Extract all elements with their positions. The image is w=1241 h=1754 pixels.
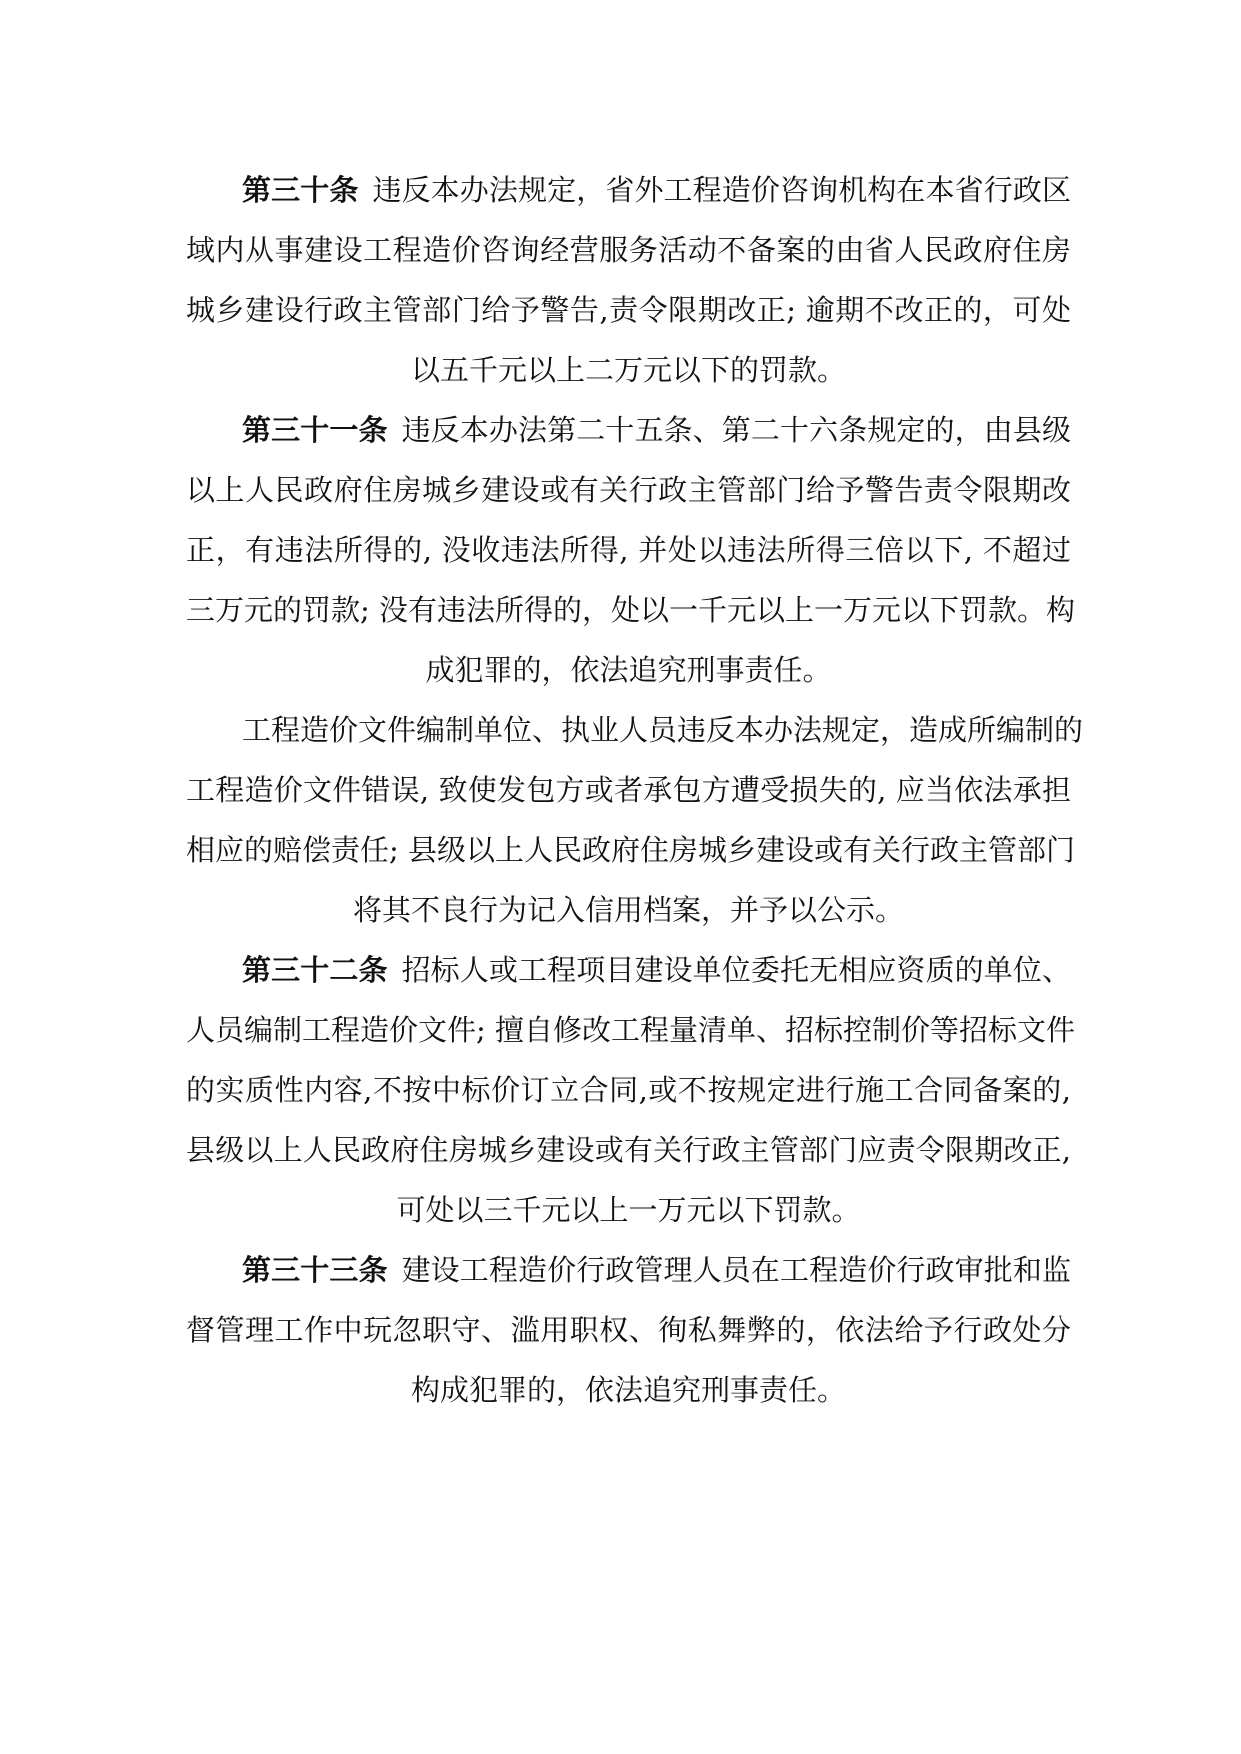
- text-line: [186, 400, 1071, 460]
- paragraph-article-33: [186, 1240, 1071, 1420]
- line-text: 构成犯罪的，依法追究刑事责任。: [410, 1373, 846, 1407]
- text-line: [186, 220, 1071, 280]
- text-line: [186, 160, 1071, 220]
- paragraph-article-31-para-2: [186, 700, 1084, 940]
- text-line: [186, 1360, 1071, 1420]
- line-text: 招标人或工程项目建设单位委托无相应资质的单位、: [401, 953, 1071, 987]
- line-text: 工程造价文件错误, 致使发包方或者承包方遭受损失的, 应当依法承担: [186, 773, 1071, 807]
- text-line: [186, 1060, 1071, 1120]
- text-line: [186, 820, 1075, 880]
- line-text: 人员编制工程造价文件; 擅自修改工程量清单、招标控制价等招标文件: [186, 1013, 1075, 1047]
- document-body: [186, 160, 1084, 1420]
- text-line: [186, 460, 1071, 520]
- line-text: 正，有违法所得的, 没收违法所得, 并处以违法所得三倍以下, 不超过: [186, 533, 1071, 567]
- text-line: [186, 580, 1075, 640]
- text-line: [186, 1300, 1071, 1360]
- text-line: [186, 1240, 1071, 1300]
- article-title: 第三十条: [242, 173, 359, 207]
- article-title: 第三十一条: [242, 413, 388, 447]
- line-text: 域内从事建设工程造价咨询经营服务活动不备案的由省人民政府住房: [186, 233, 1071, 267]
- paragraph-article-31: [186, 400, 1075, 700]
- line-text: 将其不良行为记入信用档案，并予以公示。: [352, 893, 904, 927]
- text-line: [186, 940, 1071, 1000]
- text-line: [186, 640, 1071, 700]
- line-text: 工程造价文件编制单位、执业人员违反本办法规定，造成所编制的: [242, 713, 1084, 747]
- article-title: 第三十二条: [242, 953, 388, 987]
- line-text: 成犯罪的，依法追究刑事责任。: [425, 653, 832, 687]
- line-text: 相应的赔偿责任; 县级以上人民政府住房城乡建设或有关行政主管部门: [186, 833, 1075, 867]
- text-line: [186, 760, 1071, 820]
- text-line: [186, 1000, 1075, 1060]
- line-text: 的实质性内容,不按中标价订立合同,或不按规定进行施工合同备案的,: [186, 1073, 1071, 1107]
- text-line: [186, 520, 1071, 580]
- line-text: 建设工程造价行政管理人员在工程造价行政审批和监: [401, 1253, 1071, 1287]
- text-line: [186, 280, 1071, 340]
- line-text: 督管理工作中玩忽职守、滥用职权、徇私舞弊的，依法给予行政处分: [186, 1313, 1071, 1347]
- text-line: [186, 880, 1071, 940]
- text-line: [186, 1120, 1071, 1180]
- line-text: 三万元的罚款; 没有违法所得的，处以一千元以上一万元以下罚款。构: [186, 593, 1075, 627]
- text-line: [186, 340, 1071, 400]
- line-text: 城乡建设行政主管部门给予警告,责令限期改正; 逾期不改正的，可处: [186, 293, 1071, 327]
- line-text: 县级以上人民政府住房城乡建设或有关行政主管部门应责令限期改正,: [186, 1133, 1071, 1167]
- line-text: 违反本办法规定，省外工程造价咨询机构在本省行政区: [372, 173, 1071, 207]
- paragraph-article-32: [186, 940, 1075, 1240]
- paragraph-article-30: [186, 160, 1071, 400]
- line-text: 违反本办法第二十五条、第二十六条规定的，由县级: [401, 413, 1071, 447]
- line-text: 以上人民政府住房城乡建设或有关行政主管部门给予警告责令限期改: [186, 473, 1071, 507]
- line-text: 可处以三千元以上一万元以下罚款。: [396, 1193, 861, 1227]
- article-title: 第三十三条: [242, 1253, 388, 1287]
- text-line: [186, 1180, 1071, 1240]
- line-text: 以五千元以上二万元以下的罚款。: [410, 353, 846, 387]
- text-line: [186, 700, 1084, 760]
